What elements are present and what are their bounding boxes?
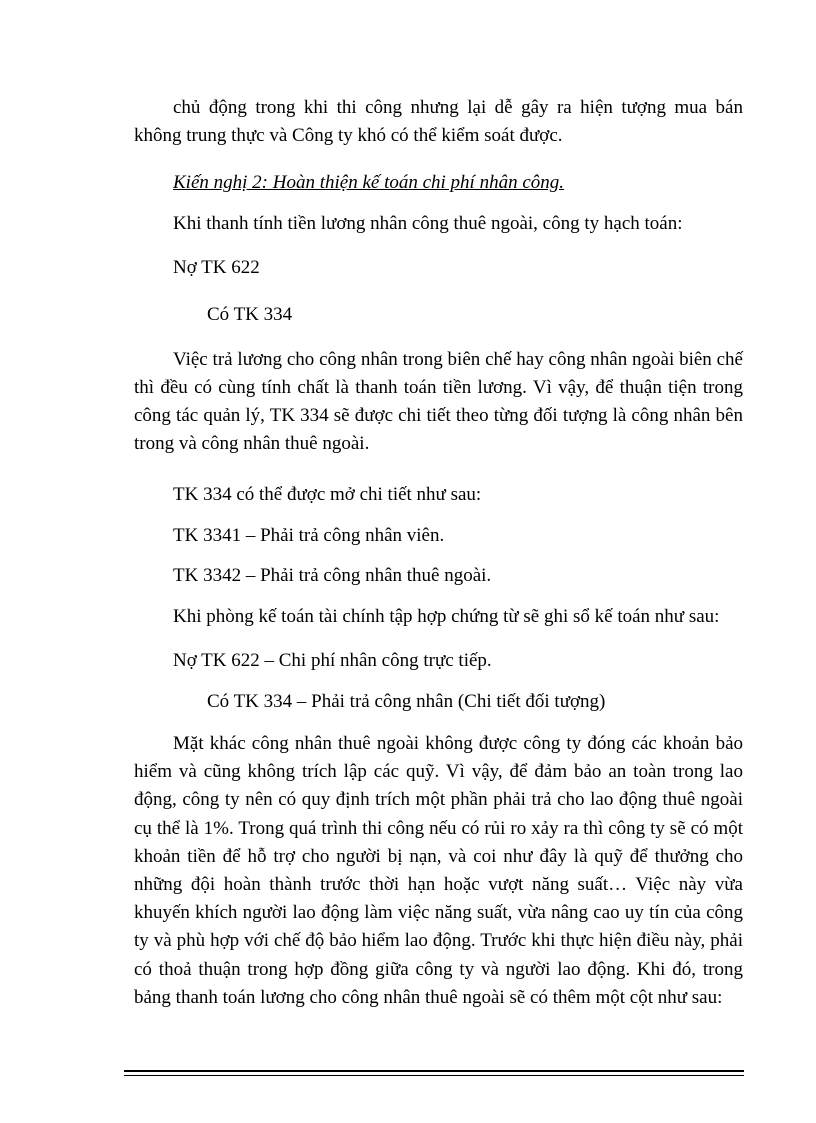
paragraph-intro: Khi thanh tính tiền lương nhân công thuê ngoài, công ty hạch toán: (173, 213, 683, 234)
entry2-credit: Có TK 334 – Phải trả công nhân (Chi tiết đối tượng) (207, 691, 606, 712)
account-3342: TK 3342 – Phải trả công nhân thuê ngoài. (173, 565, 492, 586)
footer-rule-top (124, 1070, 744, 1072)
section-heading: Kiến nghị 2: Hoàn thiện kế toán chi phí nhân công. (173, 172, 565, 193)
entry2-debit: Nợ TK 622 – Chi phí nhân công trực tiếp. (173, 650, 492, 671)
paragraph-account-detail: Việc trả lương cho công nhân trong biên chế hay công nhân ngoài biên chế thì đều có cùng tính chất là thanh toán tiền lương. Vì vậy, để thuận tiện trong công tác quản lý, TK 334 sẽ được chi tiết theo từng đối tượng là công nhân bên trong và công nhân thuê ngoài. (134, 349, 743, 454)
account-3341: TK 3341 – Phải trả công nhân viên. (173, 525, 445, 546)
entry-debit: Nợ TK 622 (173, 257, 260, 278)
footer-rule-bottom (124, 1075, 744, 1076)
entry-credit: Có TK 334 (207, 304, 293, 325)
paragraph-accounts-list-intro: TK 334 có thể được mở chi tiết như sau: (173, 484, 482, 505)
paragraph-continuation: chủ động trong khi thi công nhưng lại dễ gây ra hiện tượng mua bán không trung thực và Công ty khó có thể kiểm soát được. (134, 97, 743, 146)
paragraph-insurance: Mặt khác công nhân thuê ngoài không được công ty đóng các khoản bảo hiểm và cũng không trích lập các quỹ. Vì vậy, để đảm bảo an toàn trong lao động, công ty nên có quy định trích một phần phải trả cho lao động thuê ngoài cụ thể là 1%. Trong quá trình thi công nếu có rủi ro xảy ra thì công ty sẽ có một khoản tiền để hỗ trợ cho người bị nạn, và coi như đây là quỹ để thưởng cho những đội hoàn thành trước thời hạn hoặc vượt năng suất… Việc này vừa khuyến khích người lao động làm việc năng suất, vừa nâng cao uy tín của công ty và phù hợp với chế độ bảo hiểm lao động. Trước khi thực hiện điều này, phải có thoả thuận trong hợp đồng giữa công ty và người lao động. Khi đó, trong bảng thanh toán lương cho công nhân thuê ngoài sẽ có thêm một cột như sau: (134, 733, 743, 1008)
paragraph-recording: Khi phòng kế toán tài chính tập hợp chứng từ sẽ ghi sổ kế toán như sau: (173, 606, 720, 627)
